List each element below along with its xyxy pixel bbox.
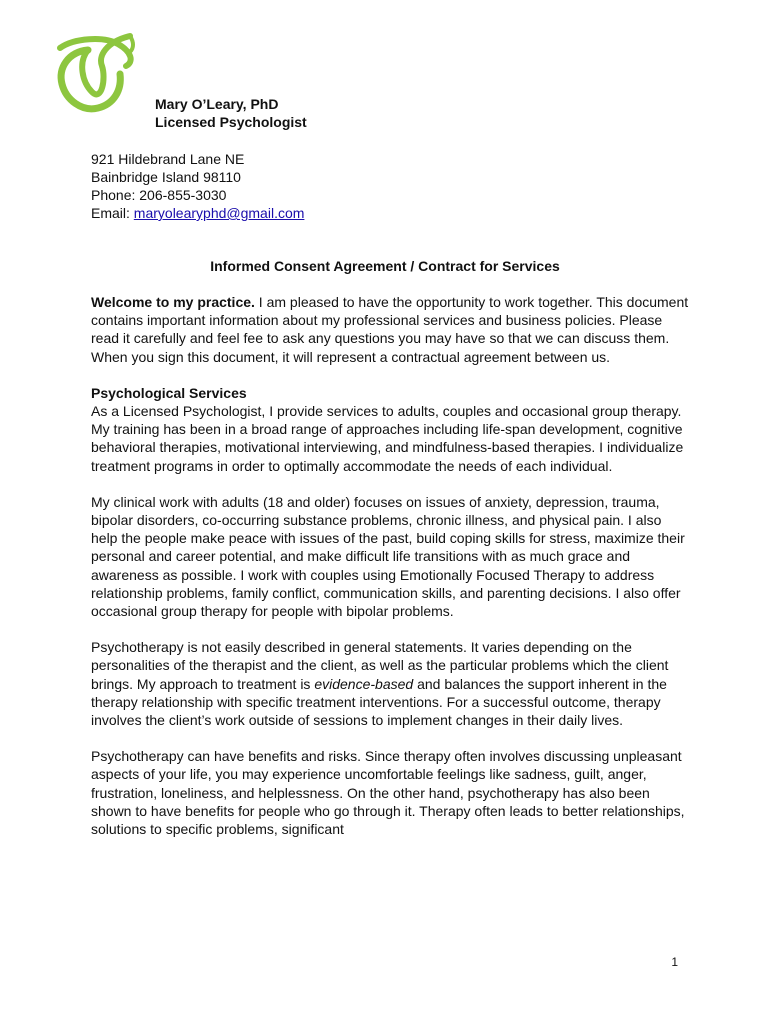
psychologist-title: Licensed Psychologist bbox=[155, 114, 307, 130]
document-title: Informed Consent Agreement / Contract for Services bbox=[210, 258, 560, 274]
benefits-risks-paragraph: Psychotherapy can have benefits and risks. Since therapy often involves discussing unpleasant aspects of your life, you may experience uncomfortable feelings like sadness, guilt, anger, frustration, loneliness, and helplessness. On the other hand, psychotherapy has also been shown to have benefits for people who go through it. Therapy often leads to better relationships, solutions to specific problems, significant bbox=[91, 748, 685, 838]
street-address: 921 Hildebrand Lane NE bbox=[91, 151, 245, 167]
circle-swirl-logo-icon bbox=[48, 32, 148, 116]
city-zip: Bainbridge Island 98110 bbox=[91, 169, 241, 185]
services-heading: Psychological Services bbox=[91, 384, 247, 401]
page-number: 1 bbox=[671, 955, 678, 969]
psychotherapy-text-end: and balances the support inherent in the therapy relationship with specific treatment interventions. For a successful outcome, therapy involves the client’s work outside of sessions to implement changes in their daily lives. bbox=[91, 675, 667, 729]
document-body bbox=[91, 293, 691, 856]
psychologist-name: Mary O’Leary, PhD bbox=[155, 96, 279, 112]
letterhead-name-block bbox=[155, 95, 307, 131]
services-paragraph-1: As a Licensed Psychologist, I provide services to adults, couples and occasional group therapy. My training has been in a broad range of approaches including life-span development, cognitive behavioral therapies, motivational interviewing, and mindfulness-based therapies. I individualize treatment programs in order to optimally accommodate the needs of each individual. bbox=[91, 403, 684, 474]
psychotherapy-paragraph bbox=[91, 638, 691, 729]
phone-number: Phone: 206-855-3030 bbox=[91, 187, 227, 203]
email-label: Email: bbox=[91, 205, 134, 221]
contact-block bbox=[91, 150, 304, 222]
welcome-paragraph bbox=[91, 293, 691, 366]
email-link[interactable]: maryolearyphd@gmail.com bbox=[133, 205, 305, 221]
psychotherapy-text-start: Psychotherapy is not easily described in general statements. It varies depending on the personalities of the therapist and the client, as well as the particular problems which the client brings. My approach to treatment is bbox=[91, 639, 669, 692]
welcome-text: I am pleased to have the opportunity to work together. This document contains important information about my professional services and business policies. Please read it carefully and feel fee to ask any questions you may have so that we can discuss them. When you sign this document, it will represent a contractual agreement between us. bbox=[91, 294, 689, 365]
services-paragraph-2: My clinical work with adults (18 and older) focuses on issues of anxiety, depression, trauma, bipolar disorders, co-occurring substance problems, chronic illness, and physical pain. I also help the people make peace with issues of the past, build coping skills for stress, maximize their personal and career potential, and make difficult life transitions with as much grace and awareness as possible. I work with couples using Emotionally Focused Therapy to address relationship problems, family conflict, communication skills, and parenting decisions. I also offer occasional group therapy for people with bipolar problems. bbox=[91, 493, 685, 620]
evidence-based-emphasis: evidence-based bbox=[314, 675, 414, 692]
welcome-lead: Welcome to my practice. bbox=[91, 294, 255, 310]
email-line bbox=[91, 204, 304, 222]
